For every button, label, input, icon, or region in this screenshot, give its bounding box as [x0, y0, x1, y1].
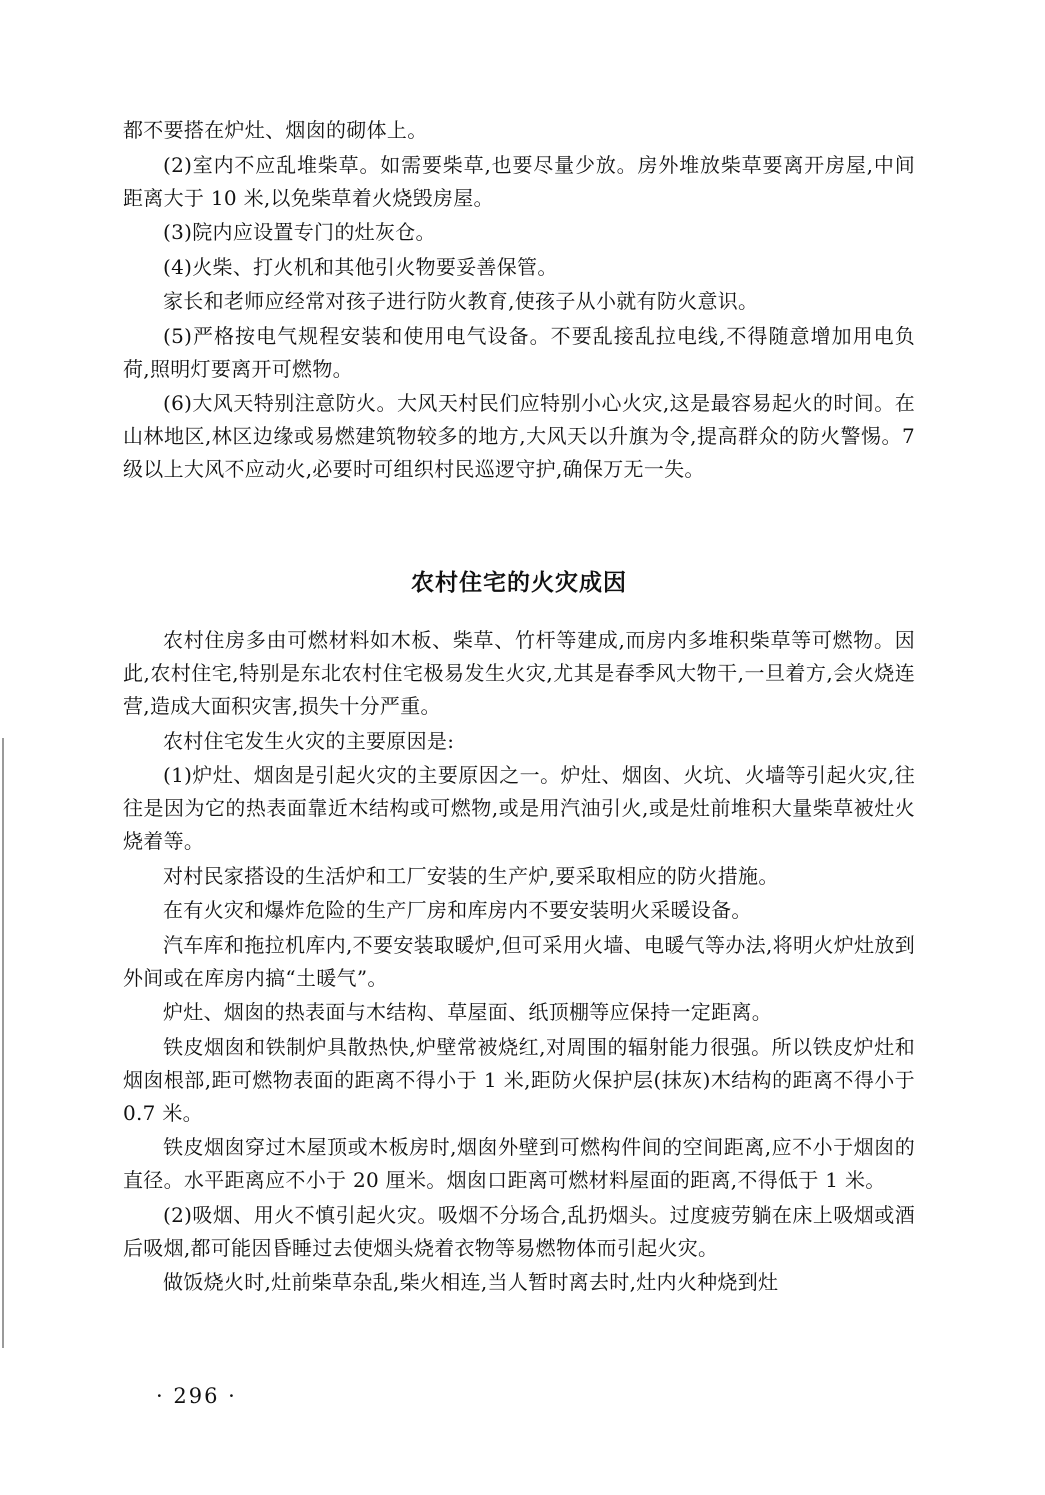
paragraph-main-causes: 农村住宅发生火灾的主要原因是:: [163, 728, 455, 753]
paragraph-stove-measures: 对村民家搭设的生活炉和工厂安装的生产炉,要采取相应的防火措施。: [163, 863, 779, 888]
paragraph-fire-education: 家长和老师应经常对孩子进行防火教育,使孩子从小就有防火意识。: [163, 289, 759, 313]
paragraph-item-6: (6)大风天特别注意防火。大风天村民们应特别小心火灾,这是最容易起火的时间。在山林地区,林区边缘或易燃建筑物较多的地方,大风天以升旗为令,提高群众的防火警惕。7 级以上大风不应动火,必要时可组织村民巡逻守护,确保万无一失。: [123, 391, 915, 481]
paragraph-cause-2: (2)吸烟、用火不慎引起火灾。吸烟不分场合,乱扔烟头。过度疲劳躺在床上吸烟或酒后吸烟,都可能因昏睡过去使烟头烧着衣物等易燃物体而引起火灾。: [123, 1202, 915, 1260]
paragraph-no-open-fire: 在有火灾和爆炸危险的生产厂房和库房内不要安装明火采暖设备。: [163, 898, 752, 922]
paragraph-item-5: (5)严格按电气规程安装和使用电气设备。不要乱接乱拉电线,不得随意增加用电负荷,照明灯要离开可燃物。: [123, 323, 915, 381]
paragraph-continuation: 都不要搭在炉灶、烟囱的砌体上。: [123, 118, 428, 142]
paragraph-item-2: (2)室内不应乱堆柴草。如需要柴草,也要尽量少放。房外堆放柴草要离开房屋,中间距离大于 10 米,以免柴草着火烧毁房屋。: [123, 152, 915, 210]
top-text-block: [123, 114, 915, 488]
paragraph-cause-1: (1)炉灶、烟囱是引起火灾的主要原因之一。炉灶、烟囱、火坑、火墙等引起火灾,往往是因为它的热表面靠近木结构或可燃物,或是用汽油引火,或是灶前堆积大量柴草被灶火烧着等。: [123, 763, 915, 853]
bottom-text-block: [123, 624, 915, 1301]
paragraph-chimney-roof: 铁皮烟囱穿过木屋顶或木板房时,烟囱外壁到可燃构件间的空间距离,应不小于烟囱的直径。水平距离应不小于 20 厘米。烟囱口距离可燃材料屋面的距离,不得低于 1 米。: [123, 1135, 915, 1192]
section-heading: 农村住宅的火灾成因: [411, 570, 627, 596]
page-number: · 296 ·: [156, 1384, 237, 1408]
paragraph-intro: 农村住房多由可燃材料如木板、柴草、竹杆等建成,而房内多堆积柴草等可燃物。因此,农村住宅,特别是东北农村住宅极易发生火灾,尤其是春季风大物干,一旦着方,会火烧连营,造成大面积灾害,损失十分严重。: [123, 628, 915, 718]
paragraph-garage-heating: 汽车库和拖拉机库内,不要安装取暖炉,但可采用火墙、电暖气等办法,将明火炉灶放到外间或在库房内搞“土暖气”。: [123, 932, 915, 990]
paragraph-item-3: (3)院内应设置专门的灶灰仓。: [163, 220, 436, 244]
paragraph-cooking-fire: 做饭烧火时,灶前柴草杂乱,柴火相连,当人暂时离去时,灶内火种烧到灶: [163, 1270, 779, 1294]
scan-margin-line: [2, 738, 4, 1348]
paragraph-item-4: (4)火柴、打火机和其他引火物要妥善保管。: [163, 254, 558, 279]
paragraph-iron-chimney: 铁皮烟囱和铁制炉具散热快,炉壁常被烧红,对周围的辐射能力很强。所以铁皮炉灶和烟囱根部,距可燃物表面的距离不得小于 1 米,距防火保护层(抹灰)木结构的距离不得小于 0.7 米。: [123, 1034, 915, 1125]
paragraph-keep-distance: 炉灶、烟囱的热表面与木结构、草屋面、纸顶棚等应保持一定距离。: [163, 1000, 772, 1024]
